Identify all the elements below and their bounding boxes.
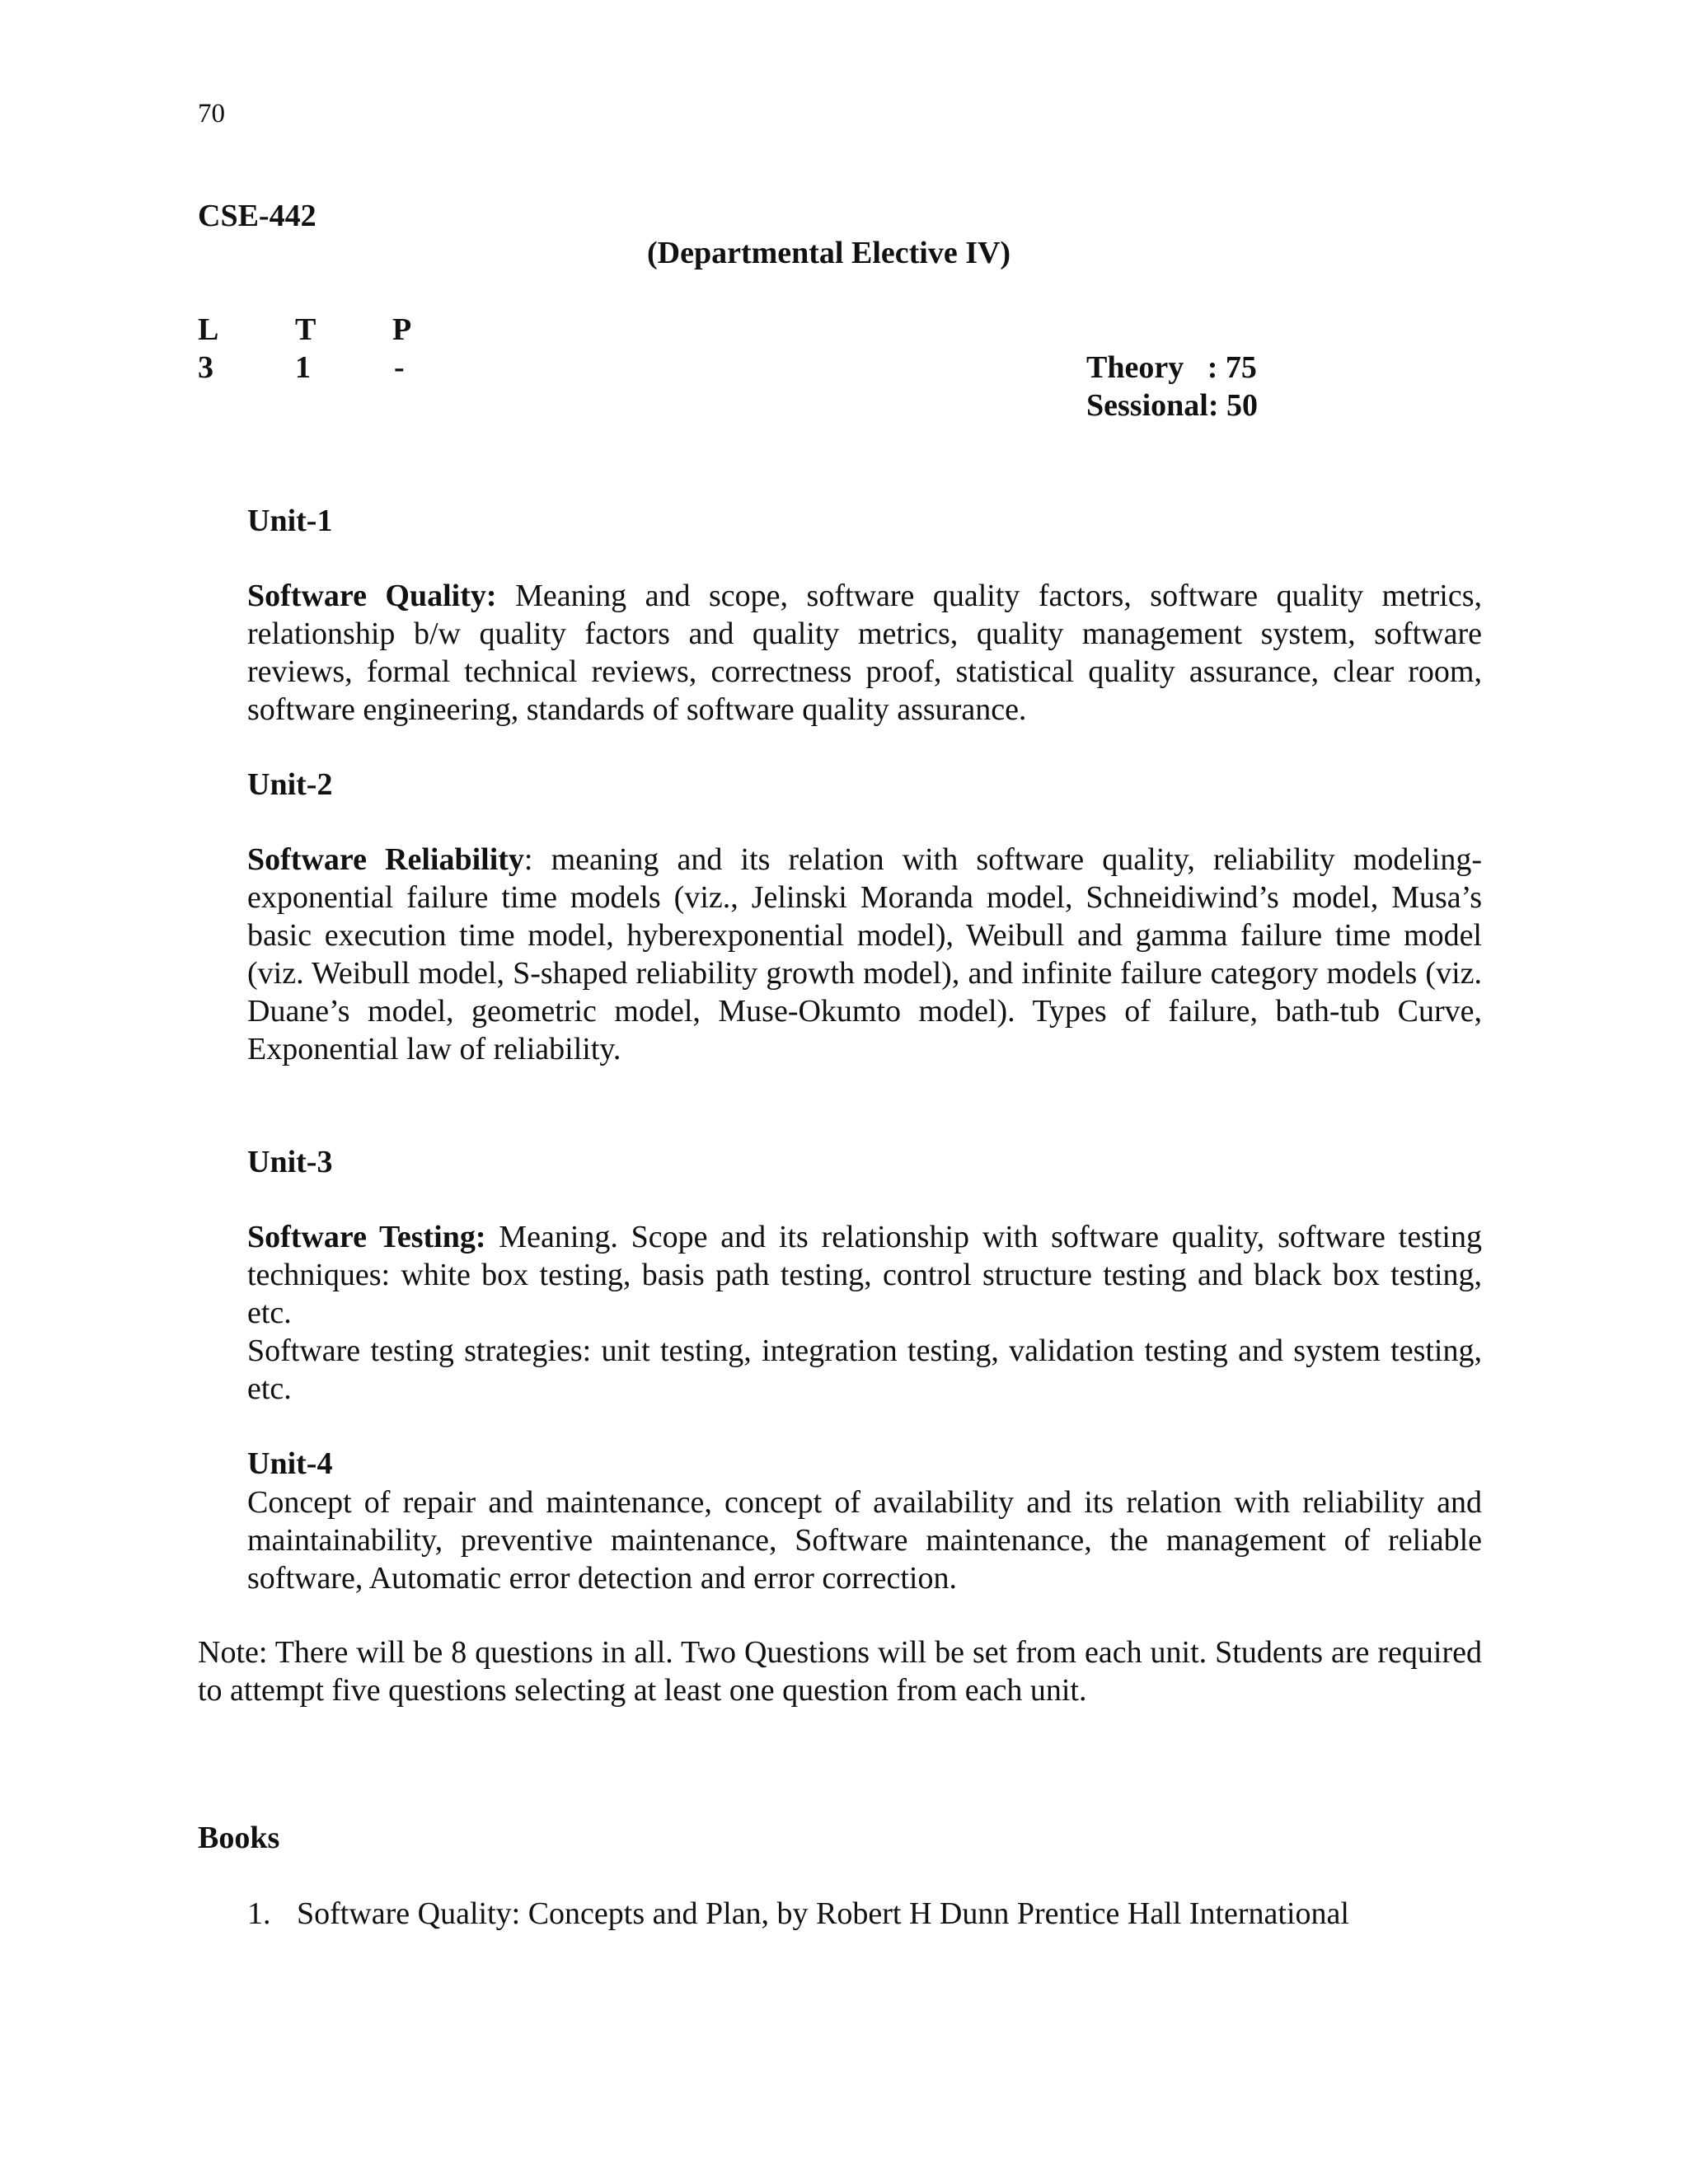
book-item-1 bbox=[247, 1896, 1349, 1932]
unit-3-lead: Software Testing: bbox=[247, 1220, 486, 1254]
course-code: CSE-442 bbox=[198, 199, 316, 233]
unit-3-text: Meaning. Scope and its relationship with software quality, software testing techniques: white box testing, basis path testing, control structure testing and black box testing, etc. bbox=[247, 1220, 1482, 1330]
sessional-marks: Sessional: 50 bbox=[1086, 388, 1258, 423]
unit-2-lead: Software Reliability bbox=[247, 842, 524, 877]
elective-title: (Departmental Elective IV) bbox=[647, 236, 1011, 270]
unit-4-heading: Unit-4 bbox=[247, 1446, 333, 1481]
ltp-value-t: 1 bbox=[295, 350, 311, 385]
unit-1-body bbox=[247, 577, 1482, 729]
unit-2-body bbox=[247, 841, 1482, 1068]
ltp-header-l: L bbox=[198, 312, 219, 347]
unit-2-heading: Unit-2 bbox=[247, 767, 333, 802]
exam-note: Note: There will be 8 questions in all. Two Questions will be set from each unit. Students are required to attempt five questions selecting at least one question from each unit. bbox=[198, 1635, 1482, 1708]
unit-3-text-2: Software testing strategies: unit testing, integration testing, validation testing and system testing, etc. bbox=[247, 1333, 1482, 1406]
unit-1-heading: Unit-1 bbox=[247, 504, 333, 538]
theory-marks: Theory : 75 bbox=[1086, 350, 1257, 385]
book-item-number: 1. bbox=[247, 1896, 271, 1931]
unit-1-text: Meaning and scope, software quality factors, software quality metrics, relationship b/w quality factors and quality metrics, quality management system, software reviews, formal technical reviews, correctness proof, statistical quality assurance, clear room, software engineering, standards of software quality assurance. bbox=[247, 579, 1483, 727]
ltp-value-l: 3 bbox=[198, 350, 213, 385]
unit-3-heading: Unit-3 bbox=[247, 1145, 333, 1179]
unit-4-text: Concept of repair and maintenance, concept of availability and its relation with reliability and maintainability, preventive maintenance, Software maintenance, the management of reliable software, Automatic error detection and error correction. bbox=[247, 1485, 1482, 1596]
ltp-header-p: P bbox=[392, 312, 412, 347]
book-item-text: Software Quality: Concepts and Plan, by Robert H Dunn Prentice Hall International bbox=[297, 1896, 1349, 1931]
books-heading: Books bbox=[198, 1821, 280, 1855]
unit-3-body bbox=[247, 1218, 1482, 1408]
ltp-header-t: T bbox=[295, 312, 316, 347]
page-number: 70 bbox=[198, 99, 225, 129]
unit-4-body bbox=[247, 1483, 1482, 1597]
ltp-value-p: - bbox=[394, 350, 405, 385]
unit-2-text: : meaning and its relation with software quality, reliability modeling-exponential failure time models (viz., Jelinski Moranda model, Schneidiwind’s model, Musa’s basic execution time model, hyberexponential model), Weibull and gamma failure time model (viz. Weibull model, S-shaped reliability growth model), and infinite failure category models (viz. Duane’s model, geometric model, Muse-Okumto model). Types of failure, bath-tub Curve, Exponential law of reliability. bbox=[247, 842, 1482, 1066]
unit-1-lead: Software Quality: bbox=[247, 579, 497, 613]
